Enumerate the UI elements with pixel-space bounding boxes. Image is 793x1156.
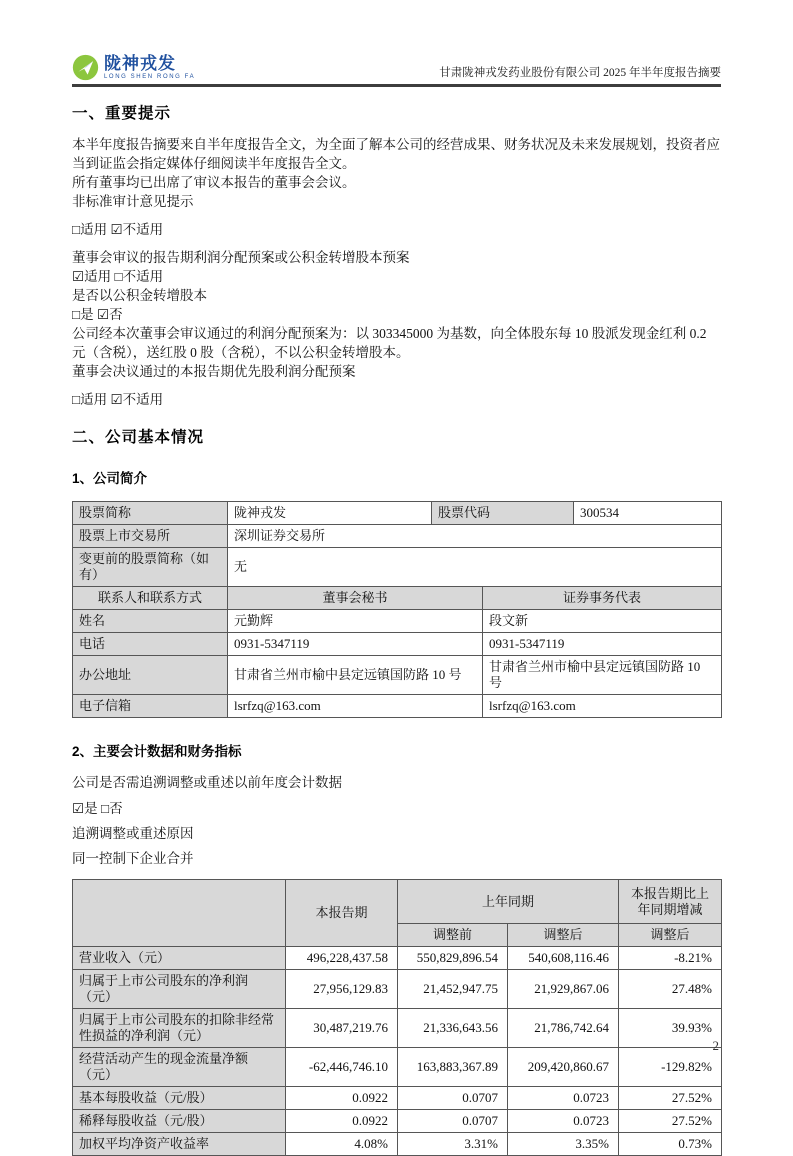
header-divider xyxy=(72,84,721,87)
row-after: 540,608,116.46 xyxy=(508,947,619,970)
table-row xyxy=(73,587,722,610)
company-logo-icon xyxy=(72,54,99,81)
row-change: 39.93% xyxy=(619,1009,722,1048)
stock-code-label: 股票代码 xyxy=(432,502,574,525)
section1-heading: 一、重要提示 xyxy=(72,105,172,122)
row-label: 基本每股收益（元/股） xyxy=(73,1087,286,1110)
row-current: 27,956,129.83 xyxy=(286,970,398,1009)
secretary-name: 元勤辉 xyxy=(228,610,483,633)
table-row xyxy=(73,1009,722,1048)
financial-data-heading: 2、主要会计数据和财务指标 xyxy=(72,744,242,759)
row-current: 30,487,219.76 xyxy=(286,1009,398,1048)
row-change: 27.52% xyxy=(619,1087,722,1110)
row-before: 0.0707 xyxy=(398,1087,508,1110)
stock-name-value: 陇神戎发 xyxy=(228,502,432,525)
row-change: -8.21% xyxy=(619,947,722,970)
current-period-header: 本报告期 xyxy=(286,880,398,947)
row-after: 0.0723 xyxy=(508,1110,619,1133)
row-before: 3.31% xyxy=(398,1133,508,1156)
row-label: 归属于上市公司股东的净利润（元） xyxy=(73,970,286,1009)
row-before: 163,883,367.89 xyxy=(398,1048,508,1087)
row-after: 0.0723 xyxy=(508,1087,619,1110)
row-change: -129.82% xyxy=(619,1048,722,1087)
page-number: 2 xyxy=(712,1038,719,1053)
row-after: 3.35% xyxy=(508,1133,619,1156)
row-after: 209,420,860.67 xyxy=(508,1048,619,1087)
name-label: 姓名 xyxy=(73,610,228,633)
restate-question: 公司是否需追溯调整或重述以前年度会计数据 xyxy=(72,775,342,790)
profit-plan-label: 董事会审议的报告期利润分配预案或公积金转增股本预案 xyxy=(72,250,410,265)
company-info-table xyxy=(72,501,722,718)
directors-attendance-text: 所有董事均已出席了审议本报告的董事会会议。 xyxy=(72,175,356,190)
exchange-value: 深圳证券交易所 xyxy=(228,525,722,548)
audit-opinion-label: 非标准审计意见提示 xyxy=(72,194,194,209)
row-label: 稀释每股收益（元/股） xyxy=(73,1110,286,1133)
page-header xyxy=(72,50,721,81)
row-change: 27.52% xyxy=(619,1110,722,1133)
before-adjust-header: 调整前 xyxy=(398,924,508,947)
logo-english-name: LONG SHEN RONG FA xyxy=(104,74,196,80)
row-current: 0.0922 xyxy=(286,1110,398,1133)
row-change: 27.48% xyxy=(619,970,722,1009)
rep-header: 证券事务代表 xyxy=(483,587,722,610)
restate-reason-label: 追溯调整或重述原因 xyxy=(72,826,194,841)
secretary-address: 甘肃省兰州市榆中县定远镇国防路 10 号 xyxy=(228,656,483,695)
phone-label: 电话 xyxy=(73,633,228,656)
table-row xyxy=(73,970,722,1009)
section2-heading: 二、公司基本情况 xyxy=(72,429,205,446)
secretary-email: lsrfzq@163.com xyxy=(228,695,483,718)
table-row xyxy=(73,525,722,548)
change-header: 本报告期比上年同期增减 xyxy=(619,880,722,924)
rep-address: 甘肃省兰州市榆中县定远镇国防路 10 号 xyxy=(483,656,722,695)
prev-name-value: 无 xyxy=(228,548,722,587)
company-logo xyxy=(72,54,195,81)
document-title: 甘肃陇神戎发药业股份有限公司 2025 年半年度报告摘要 xyxy=(439,67,721,79)
exchange-label: 股票上市交易所 xyxy=(73,525,228,548)
row-label: 归属于上市公司股东的扣除非经常性损益的净利润（元） xyxy=(73,1009,286,1048)
rep-name: 段文新 xyxy=(483,610,722,633)
row-current: -62,446,746.10 xyxy=(286,1048,398,1087)
email-label: 电子信箱 xyxy=(73,695,228,718)
row-current: 0.0922 xyxy=(286,1087,398,1110)
metric-column-header xyxy=(73,880,286,947)
preferred-stock-checkboxes: □适用 ☑不适用 xyxy=(72,392,164,407)
row-before: 21,336,643.56 xyxy=(398,1009,508,1048)
secretary-phone: 0931-5347119 xyxy=(228,633,483,656)
row-change: 0.73% xyxy=(619,1133,722,1156)
intro-text: 本半年度报告摘要来自半年度报告全文，为全面了解本公司的经营成果、财务状况及未来发展规划，投资者应当到证监会指定媒体仔细阅读半年度报告全文。 xyxy=(72,137,720,171)
table-header-row xyxy=(73,880,722,924)
table-row xyxy=(73,633,722,656)
table-row xyxy=(73,1110,722,1133)
row-before: 550,829,896.54 xyxy=(398,947,508,970)
row-current: 496,228,437.58 xyxy=(286,947,398,970)
table-row xyxy=(73,610,722,633)
profit-plan-block xyxy=(72,248,721,381)
stock-code-value: 300534 xyxy=(574,502,722,525)
row-label: 营业收入（元） xyxy=(73,947,286,970)
stock-name-label: 股票简称 xyxy=(73,502,228,525)
restate-checkboxes: ☑是 □否 xyxy=(72,801,123,816)
profit-plan-checkboxes: ☑适用 □不适用 xyxy=(72,269,164,284)
change-after-adjust-header: 调整后 xyxy=(619,924,722,947)
audit-opinion-checkboxes: □适用 ☑不适用 xyxy=(72,222,164,237)
contact-header: 联系人和联系方式 xyxy=(73,587,228,610)
capital-reserve-question: 是否以公积金转增股本 xyxy=(72,288,207,303)
row-before: 0.0707 xyxy=(398,1110,508,1133)
dividend-plan-text: 公司经本次董事会审议通过的利润分配预案为：以 303345000 为基数，向全体股东每 10 股派发现金红利 0.2 元（含税），送红股 0 股（含税），不以公积金转增股本。 xyxy=(72,326,707,360)
logo-chinese-name: 陇神戎发 xyxy=(104,54,176,73)
row-after: 21,929,867.06 xyxy=(508,970,619,1009)
row-label: 经营活动产生的现金流量净额（元） xyxy=(73,1048,286,1087)
table-row xyxy=(73,1133,722,1156)
table-row xyxy=(73,502,722,525)
table-row xyxy=(73,656,722,695)
prev-name-label: 变更前的股票简称（如有） xyxy=(73,548,228,587)
row-label: 加权平均净资产收益率 xyxy=(73,1133,286,1156)
preferred-stock-plan-label: 董事会决议通过的本报告期优先股利润分配预案 xyxy=(72,364,356,379)
section1-paragraph xyxy=(72,135,721,211)
table-row xyxy=(73,1087,722,1110)
after-adjust-header: 调整后 xyxy=(508,924,619,947)
capital-reserve-checkboxes: □是 ☑否 xyxy=(72,307,123,322)
prior-period-header: 上年同期 xyxy=(398,880,619,924)
table-row xyxy=(73,1048,722,1087)
row-before: 21,452,947.75 xyxy=(398,970,508,1009)
table-row xyxy=(73,947,722,970)
company-profile-heading: 1、公司简介 xyxy=(72,471,148,486)
row-after: 21,786,742.64 xyxy=(508,1009,619,1048)
restate-reason-value: 同一控制下企业合并 xyxy=(72,851,194,866)
address-label: 办公地址 xyxy=(73,656,228,695)
secretary-header: 董事会秘书 xyxy=(228,587,483,610)
table-row xyxy=(73,548,722,587)
rep-phone: 0931-5347119 xyxy=(483,633,722,656)
financial-table xyxy=(72,879,722,1156)
row-current: 4.08% xyxy=(286,1133,398,1156)
rep-email: lsrfzq@163.com xyxy=(483,695,722,718)
table-row xyxy=(73,695,722,718)
